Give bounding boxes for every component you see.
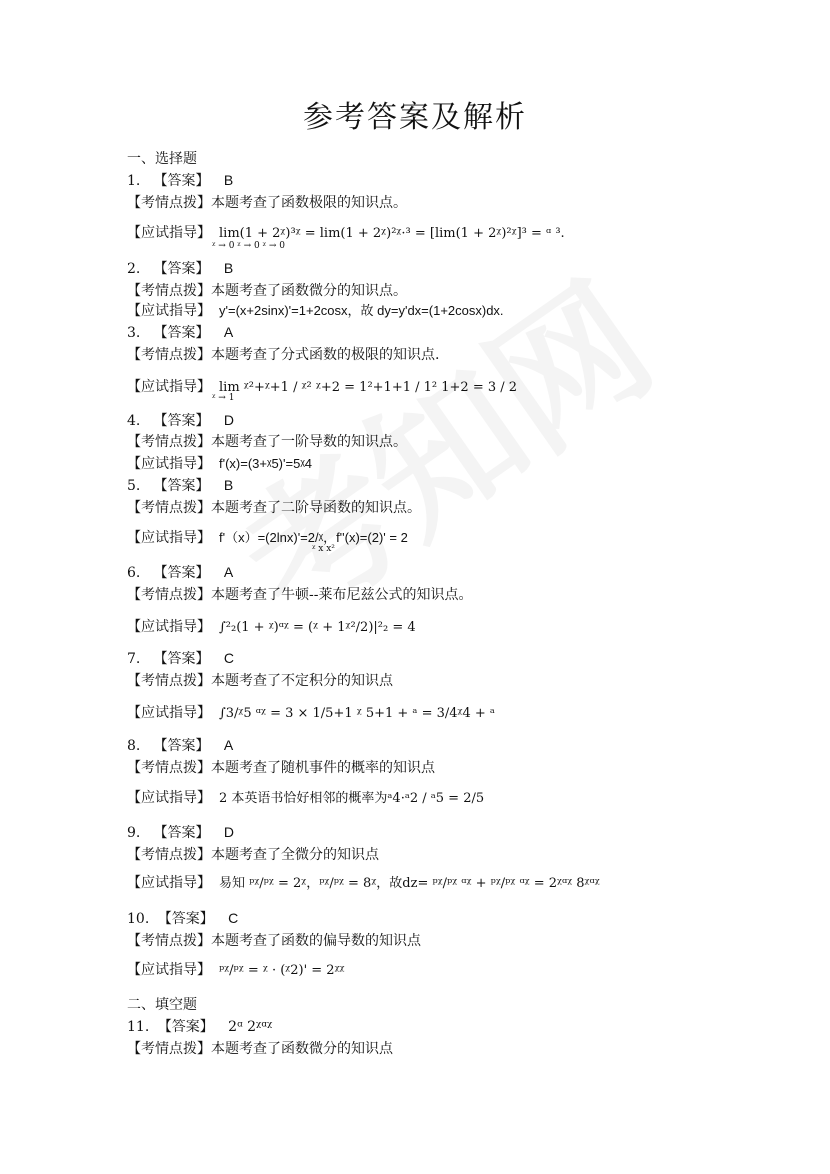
- answer-value: C: [223, 650, 235, 666]
- answer-value: B: [223, 260, 234, 276]
- question-7-guide: [127, 702, 495, 722]
- question-3-guide: [127, 376, 517, 396]
- question-9-guide: [127, 872, 600, 892]
- guide-formula: y'=(x+2sinx)'=1+2cosx，故 dy=y'dx=(1+2cosx)dx.: [219, 303, 504, 318]
- question-1-point: [127, 192, 407, 212]
- guide-formula: ∫²₂(1 + ᵡ)ᵅᵡ = (ᵡ + 1ᵡ²/2)|²₂ = 4: [219, 620, 416, 635]
- question-1-guide: [127, 222, 565, 242]
- answer-label: 【答案】: [153, 173, 210, 189]
- answer-value: B: [223, 477, 234, 493]
- point-text: 本题考查了牛顿--莱布尼兹公式的知识点。: [211, 587, 473, 603]
- section-heading-fill: 二、填空题: [127, 997, 197, 1013]
- guide-formula: f'（x）=(2lnx)'=2/ᵡ，f''(x)=(2)' = 2: [219, 530, 408, 545]
- question-1-answer: [127, 170, 233, 190]
- point-label: 【考情点拨】: [127, 1041, 211, 1057]
- question-4-answer: [127, 410, 234, 430]
- answer-value: C: [228, 910, 239, 926]
- point-text: 本题考查了函数的偏导数的知识点: [211, 933, 421, 949]
- question-5-point: [127, 497, 421, 517]
- question-11-answer: [127, 1016, 272, 1036]
- question-7-answer: [127, 648, 234, 668]
- guide-formula: 易知 ᵖᵡ/ᵖᵡ = 2ᵡ，ᵖᵡ/ᵖᵡ = 8ᵡ，故dz= ᵖᵡ/ᵖᵡ ᵅᵡ + ᵖᵡ/ᵖᵡ ᵅᵡ = 2ᵡᵅᵡ 8ᵡᵅᵡ: [219, 876, 600, 891]
- point-label: 【考情点拨】: [127, 673, 211, 689]
- answer-label: 【答案】: [153, 413, 210, 429]
- answer-value: D: [223, 412, 235, 428]
- question-10-guide: [127, 959, 345, 979]
- point-label: 【考情点拨】: [127, 500, 211, 516]
- answer-value: A: [223, 564, 234, 580]
- guide-label: 【应试指导】: [127, 790, 211, 806]
- guide-label: 【应试指导】: [127, 456, 211, 472]
- question-4-guide: [127, 453, 312, 473]
- guide-label: 【应试指导】: [127, 619, 211, 635]
- question-3-point: [127, 344, 439, 364]
- point-label: 【考情点拨】: [127, 760, 211, 776]
- guide-formula: f'(x)=(3+ᵡ5)'=5ᵡ4: [219, 456, 313, 471]
- answer-label: 【答案】: [157, 911, 214, 927]
- point-label: 【考情点拨】: [127, 587, 211, 603]
- question-number: 1.: [127, 173, 141, 189]
- point-label: 【考情点拨】: [127, 195, 211, 211]
- question-1-guide-sub: ᵡ → 0 ᵡ → 0 ᵡ → 0: [212, 241, 285, 251]
- question-8-guide: [127, 787, 484, 807]
- guide-formula: 2 本英语书恰好相邻的概率为ᵃ4·ᵃ2 / ᵃ5 = 2/5: [219, 791, 485, 806]
- answer-label: 【答案】: [153, 478, 210, 494]
- answer-value: D: [223, 824, 235, 840]
- question-9-point: [127, 844, 379, 864]
- guide-label: 【应试指导】: [127, 705, 211, 721]
- point-text: 本题考查了二阶导函数的知识点。: [211, 500, 421, 516]
- point-text: 本题考查了随机事件的概率的知识点: [211, 760, 435, 776]
- answer-label: 【答案】: [153, 651, 210, 667]
- point-text: 本题考查了不定积分的知识点: [211, 673, 393, 689]
- guide-label: 【应试指导】: [127, 225, 211, 241]
- question-2-guide: [127, 300, 504, 320]
- question-6-point: [127, 584, 472, 604]
- guide-label: 【应试指导】: [127, 379, 211, 395]
- answer-value: 2ᵅ 2ᵡᵅᵡ: [228, 1019, 273, 1035]
- question-number: 3.: [127, 325, 141, 341]
- question-number: 5.: [127, 478, 141, 494]
- question-7-point: [127, 670, 393, 690]
- question-3-answer: [127, 322, 233, 342]
- question-2-answer: [127, 258, 233, 278]
- answer-value: B: [223, 172, 234, 188]
- point-label: 【考情点拨】: [127, 347, 211, 363]
- question-3-guide-sub: ᵡ → 1: [212, 393, 235, 403]
- guide-label: 【应试指导】: [127, 303, 211, 319]
- question-number: 2.: [127, 261, 141, 277]
- question-number: 11.: [127, 1019, 150, 1035]
- question-8-point: [127, 757, 435, 777]
- question-10-point: [127, 930, 421, 950]
- point-text: 本题考查了全微分的知识点: [211, 847, 379, 863]
- guide-label: 【应试指导】: [127, 530, 211, 546]
- guide-label: 【应试指导】: [127, 875, 211, 891]
- question-number: 9.: [127, 825, 141, 841]
- question-5-guide-sub: ᵡ x x²: [312, 544, 335, 554]
- question-8-answer: [127, 735, 233, 755]
- section-heading-choice: 一、选择题: [127, 151, 197, 167]
- point-text: 本题考查了函数微分的知识点。: [211, 283, 407, 299]
- question-4-point: [127, 431, 407, 451]
- point-text: 本题考查了函数极限的知识点。: [211, 195, 407, 211]
- question-number: 7.: [127, 651, 141, 667]
- question-number: 6.: [127, 565, 141, 581]
- answer-value: A: [223, 737, 234, 753]
- guide-label: 【应试指导】: [127, 962, 211, 978]
- answer-label: 【答案】: [157, 1019, 214, 1035]
- question-5-answer: [127, 475, 233, 495]
- answer-label: 【答案】: [153, 325, 210, 341]
- answer-value: A: [223, 324, 234, 340]
- point-text: 本题考查了函数微分的知识点: [211, 1041, 393, 1057]
- answer-label: 【答案】: [153, 738, 210, 754]
- guide-formula: lim(1 + 2ᵡ)³ᵡ = lim(1 + 2ᵡ)²ᵡ·³ = [lim(1 + 2ᵡ)²ᵡ]³ = ᵅ ³.: [219, 226, 565, 241]
- point-label: 【考情点拨】: [127, 933, 211, 949]
- question-5-guide: [127, 527, 408, 547]
- question-number: 10.: [127, 911, 150, 927]
- question-number: 4.: [127, 413, 141, 429]
- question-number: 8.: [127, 738, 141, 754]
- question-6-guide: [127, 616, 416, 636]
- point-text: 本题考查了一阶导数的知识点。: [211, 434, 407, 450]
- question-6-answer: [127, 562, 233, 582]
- question-10-answer: [127, 908, 238, 928]
- guide-formula: ∫3/ᵡ5 ᵅᵡ = 3 × 1/5+1 ᵡ 5+1 + ᵃ = 3/4ᵡ4 + ᵃ: [219, 706, 495, 721]
- point-text: 本题考查了分式函数的极限的知识点.: [211, 347, 440, 363]
- question-9-answer: [127, 822, 234, 842]
- guide-formula: ᵖᵡ/ᵖᵡ = ᵡ · (ᵡ2)' = 2ᵡᵡ: [219, 963, 345, 978]
- answer-label: 【答案】: [153, 261, 210, 277]
- answer-label: 【答案】: [153, 565, 210, 581]
- guide-formula: lim ᵡ²+ᵡ+1 / ᵡ² ᵡ+2 = 1²+1+1 / 1² 1+2 = 3 / 2: [219, 380, 518, 395]
- question-11-point: [127, 1038, 393, 1058]
- question-2-point: [127, 280, 407, 300]
- point-label: 【考情点拨】: [127, 847, 211, 863]
- point-label: 【考情点拨】: [127, 434, 211, 450]
- page-title: 参考答案及解析: [303, 100, 527, 135]
- point-label: 【考情点拨】: [127, 283, 211, 299]
- answer-label: 【答案】: [153, 825, 210, 841]
